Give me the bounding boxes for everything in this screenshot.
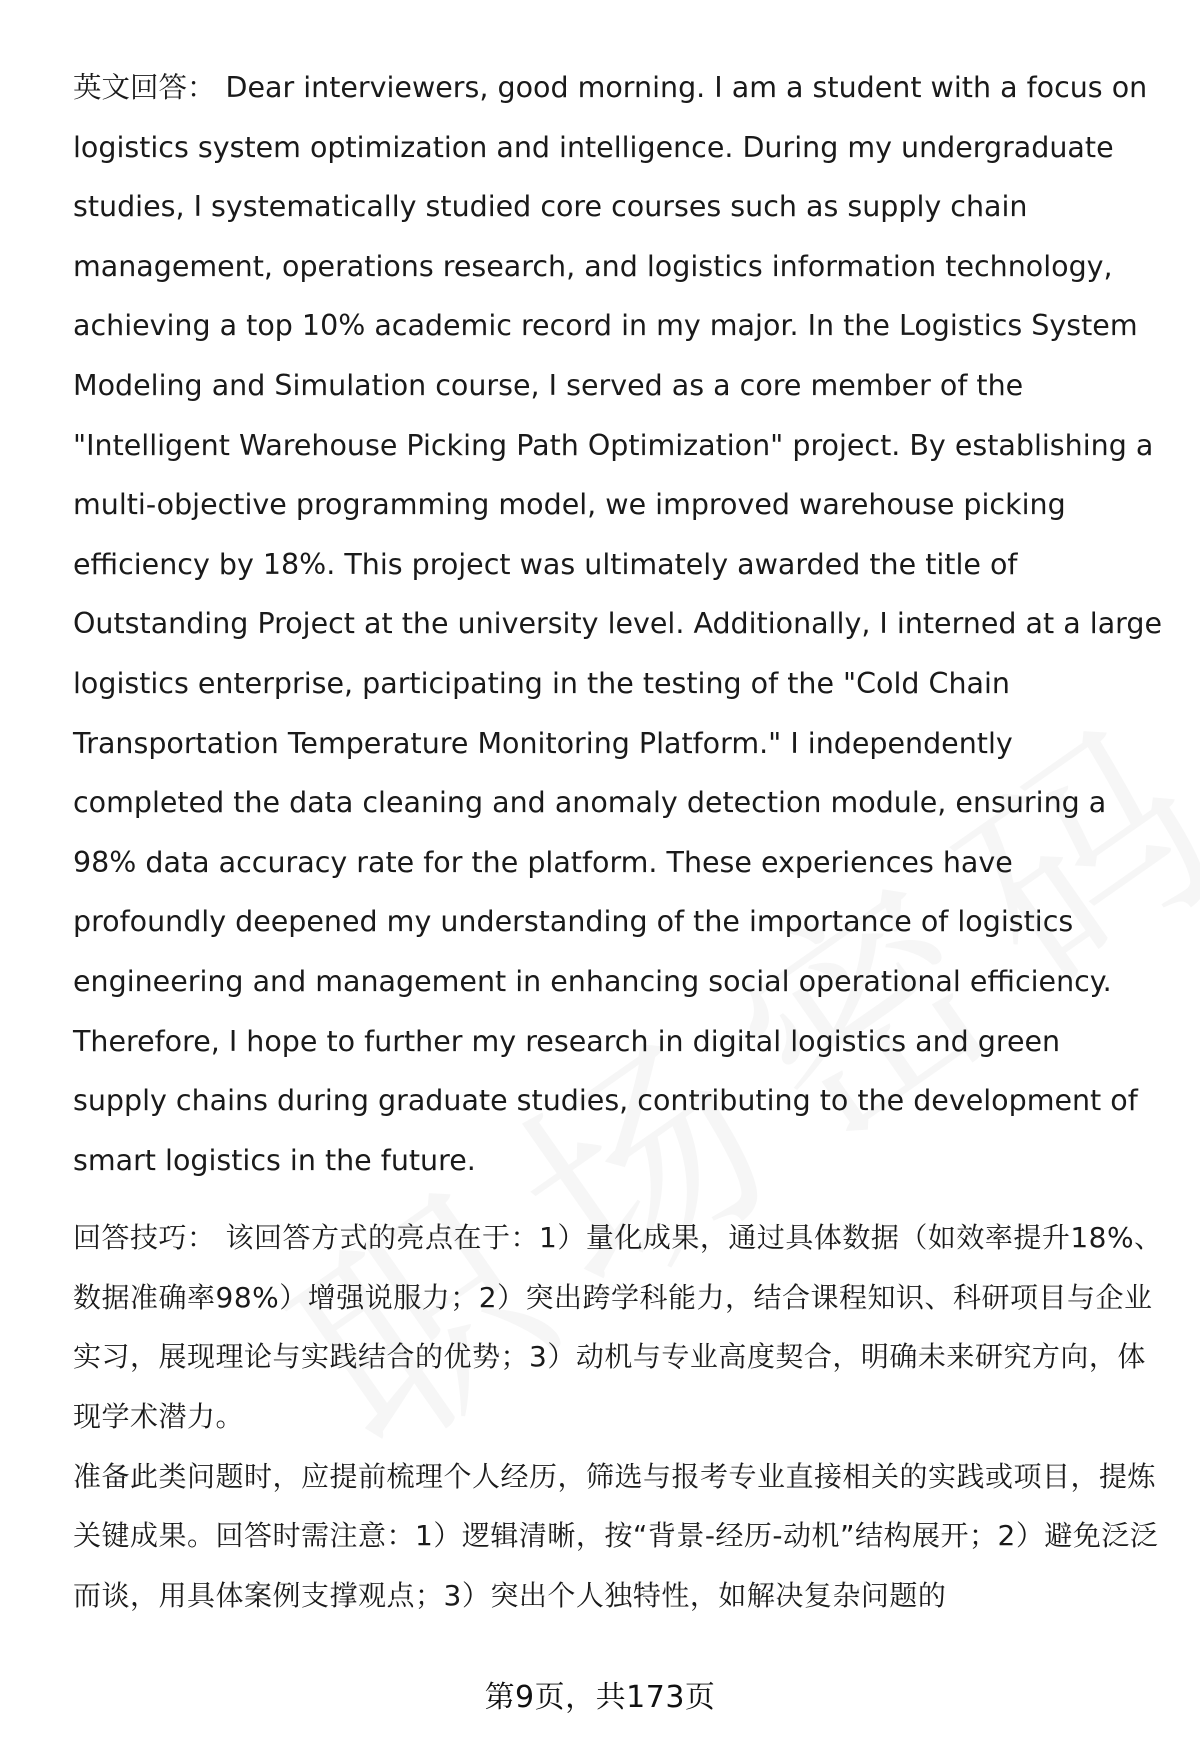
answer-tips-label: 回答技巧： [73,1221,216,1255]
english-answer-paragraph [73,58,1163,1190]
english-answer-text: Dear interviewers, good morning. I am a student with a focus on logistics system optimization and intelligence. During my undergraduate studies, I systematically studied core courses such as supply chain management, operations research, and logistics information technology, achieving a top 10% academic record in my major. In the Logistics System Modeling and Simulation course, I served as a core member of the "Intelligent Warehouse Picking Path Optimization" project. By establishing a multi-objective programming model, we improved warehouse picking efficiency by 18%. This project was ultimately awarded the title of Outstanding Project at the university level. Additionally, I interned at a large logistics enterprise, participating in the testing of the "Cold Chain Transportation Temperature Monitoring Platform." I independently completed the data cleaning and anomaly detection module, ensuring a 98% data accuracy rate for the platform. These experiences have profoundly deepened my understanding of the importance of logistics engineering and management in enhancing social operational efficiency. Therefore, I hope to further my research in digital logistics and green supply chains during graduate studies, contributing to the development of smart logistics in the future. [73,71,1162,1177]
answer-tips-section [73,1208,1163,1625]
english-answer-label: 英文回答： [73,71,216,104]
page-number-footer: 第9页，共173页 [484,1680,716,1715]
answer-tips-paragraph [73,1208,1163,1446]
answer-tips-text: 该回答方式的亮点在于：1）量化成果，通过具体数据（如效率提升18%、数据准确率98%）增强说服力；2）突出跨学科能力，结合课程知识、科研项目与企业实习，展现理论与实践结合的优势；3）动机与专业高度契合，明确未来研究方向，体现学术潜力。 [73,1221,1163,1434]
preparation-paragraph: 准备此类问题时，应提前梳理个人经历，筛选与报考专业直接相关的实践或项目，提炼关键成果。回答时需注意：1）逻辑清晰，按“背景-经历-动机”结构展开；2）避免泛泛而谈，用具体案例支撑观点；3）突出个人独特性，如解决复杂问题的 [73,1459,1159,1612]
document-page [73,58,1163,1625]
